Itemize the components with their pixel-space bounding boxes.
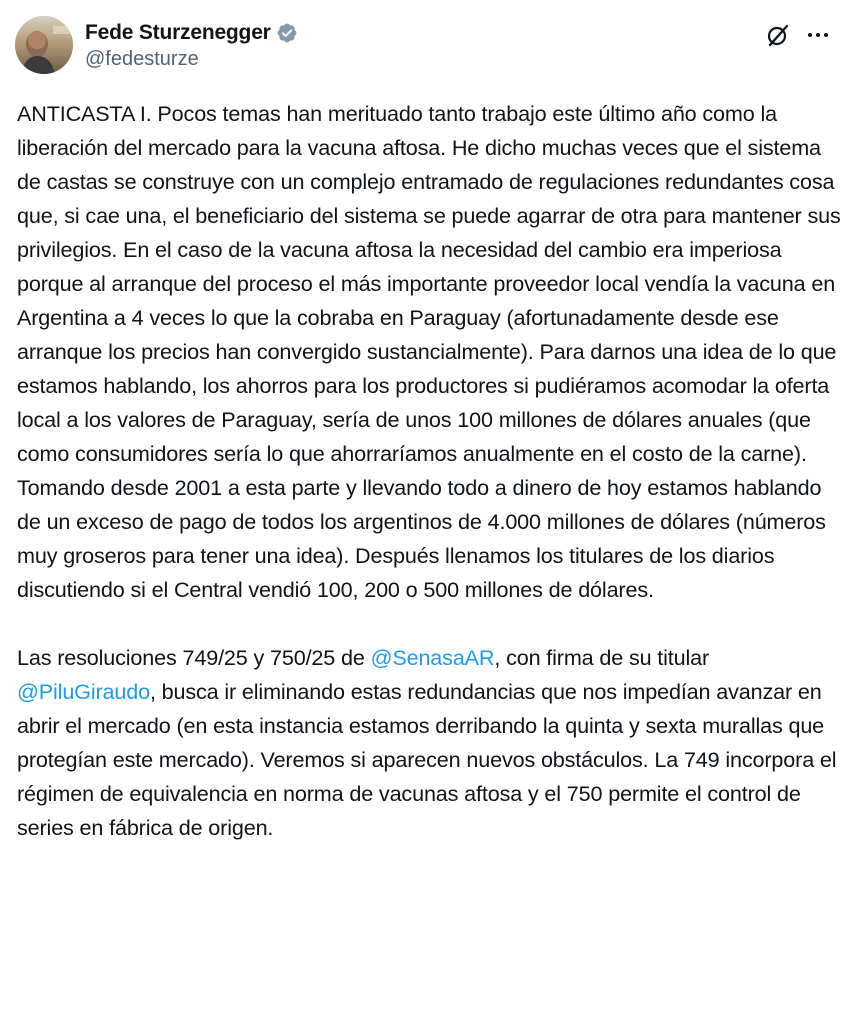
more-options-icon[interactable] [803, 20, 833, 50]
paragraph-2-text-b: , con firma de su titular [494, 645, 710, 670]
grok-icon[interactable] [763, 20, 793, 50]
tweet-paragraph-1: ANTICASTA I. Pocos temas han merituado tanto trabajo este último año como la liberación del mercado para la vacuna aftosa. He dicho muchas veces que el sistema de castas se construye con un complejo entramado de regulaciones redundantes cosa que, si cae una, el beneficiario del sistema se puede agarrar de otra para mantener sus privilegios. En el caso de la vacuna aftosa la necesidad del cambio era imperiosa porque al arranque del proceso el más importante proveedor local vendía la vacuna en Argentina a 4 veces lo que la cobraba en Paraguay (afortunadamente desde ese arranque los precios han convergido sustancialmente). Para darnos una idea de lo que estamos hablando, los ahorros para los productores si pudiéramos acomodar la oferta local a los valores de Paraguay, sería de unos 100 millones de dólares anuales (que como consumidores sería lo que ahorraríamos anualmente en el costo de la carne). Tomando desde 2001 a esta parte y llevando todo a dinero de hoy estamos hablando de un exceso de pago de todos los argentinos de 4.000 millones de dólares (números muy groseros para tener una idea). Después llenamos los titulares de los diarios discutiendo si el Central vendió 100, 200 o 500 millones de dólares. [17, 101, 841, 602]
tweet-paragraph-2 [17, 641, 847, 845]
mention-piludgiraudo-link[interactable]: @PiluGiraudo [17, 679, 150, 704]
avatar[interactable] [15, 16, 73, 74]
mention-senasaar-link[interactable]: @SenasaAR [370, 645, 495, 670]
tweet-header [15, 16, 845, 78]
author-names [85, 20, 298, 71]
author-display-name[interactable]: Fede Sturzenegger [85, 21, 271, 44]
name-row [85, 20, 298, 46]
author-handle[interactable]: @fedesturze [85, 48, 199, 70]
paragraph-2-text-c: , busca ir eliminando estas redundancias que nos impedían avanzar en abrir el mercado (en esta instancia estamos derribando la quinta y sexta murallas que protegían este mercado). Veremos si aparecen nuevos obstáculos. La 749 incorpora el régimen de equivalencia en norma de vacunas aftosa y el 750 permite el control de series en fábrica de origen. [17, 679, 837, 840]
verified-badge-icon[interactable] [276, 22, 298, 44]
paragraph-2-text-a: Las resoluciones 749/25 y 750/25 de [17, 645, 371, 670]
profile-photo-icon [15, 16, 73, 74]
tweet-text [17, 97, 847, 845]
